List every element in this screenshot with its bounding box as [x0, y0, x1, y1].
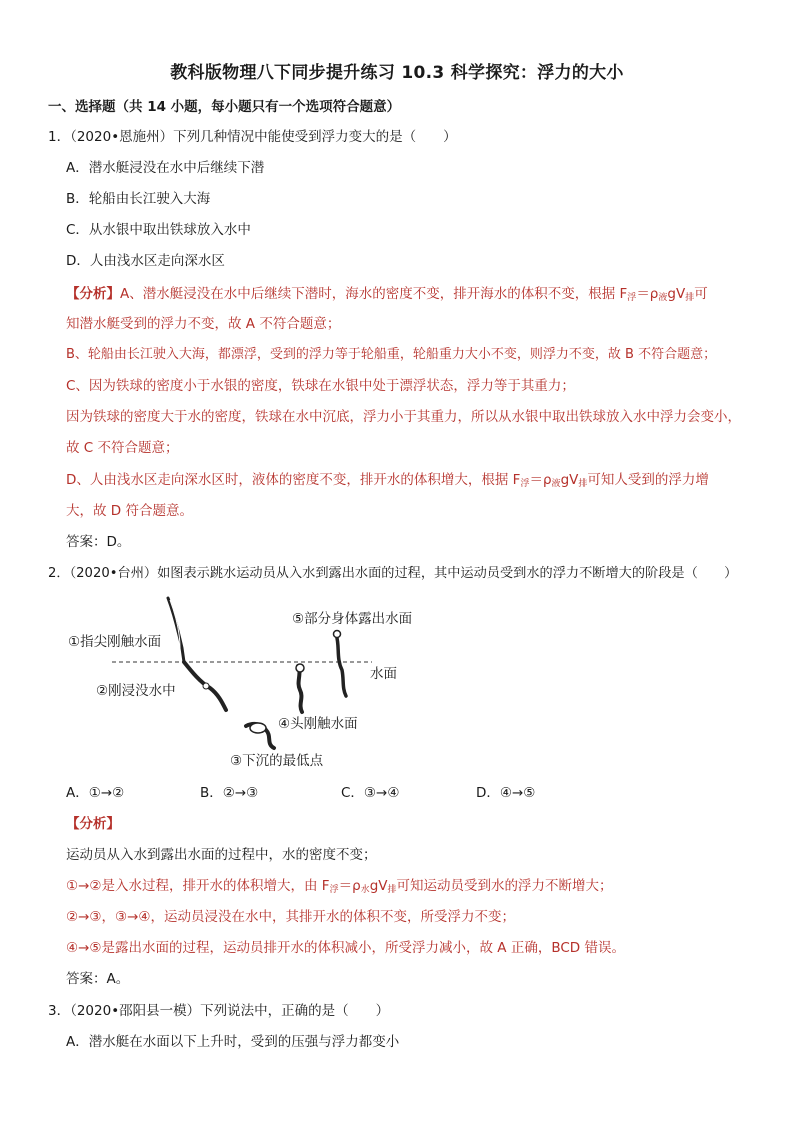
diver-figure	[60, 590, 420, 780]
q2-analysis-1: 运动员从入水到露出水面的过程中，水的密度不变；	[66, 847, 377, 863]
q1-stem: 1．（2020•恩施州）下列几种情况中能使受到浮力变大的是（ ）	[48, 129, 457, 145]
q2-analysis-2: ①→②是入水过程，排开水的体积增大，由 F浮＝ρ水gV排可知运动员受到水的浮力不断增大；	[66, 878, 613, 895]
q2-option-c: C．③→④	[341, 785, 400, 801]
q1-analysis-c3: 故 C 不符合题意；	[66, 440, 179, 456]
q2-analysis-4: ④→⑤是露出水面的过程，运动员排开水的体积减小，所受浮力减小，故 A 正确，BCD 错误。	[66, 940, 625, 956]
q2-analysis-label: 【分析】	[66, 816, 120, 832]
q1-analysis-a: 【分析】A、潜水艇浸没在水中后继续下潜时，海水的密度不变，排开海水的体积不变，根据 F浮＝ρ液gV排可	[66, 286, 708, 303]
water-label: 水面	[370, 666, 397, 682]
diver-4	[298, 666, 302, 712]
q1-option-a: A．潜水艇浸没在水中后继续下潜	[66, 160, 265, 176]
q1-analysis-d: D、人由浅水区走向深水区时，液体的密度不变，排开水的体积增大，根据 F浮＝ρ液gV排可知人受到的浮力增	[66, 472, 709, 489]
figure-label-2: ②刚浸没水中	[96, 683, 176, 699]
q2-option-a: A．①→②	[66, 785, 125, 801]
q3-stem: 3．（2020•邵阳县一模）下列说法中，正确的是（ ）	[48, 1003, 390, 1019]
q2-answer: 答案：A。	[66, 971, 130, 987]
section-heading: 一、选择题（共 14 小题，每小题只有一个选项符合题意）	[48, 99, 401, 115]
analysis-label: 【分析】	[66, 286, 120, 302]
q2-option-b: B．②→③	[200, 785, 259, 801]
document-title: 教科版物理八下同步提升练习 10.3 科学探究：浮力的大小	[170, 63, 624, 83]
diver-1	[168, 598, 184, 662]
q1-option-b: B．轮船由长江驶入大海	[66, 191, 211, 207]
figure-label-5: ⑤部分身体露出水面	[292, 611, 413, 627]
figure-label-1: ①指尖刚触水面	[68, 634, 162, 650]
q3-option-a: A．潜水艇在水面以下上升时，受到的压强与浮力都变小	[66, 1034, 400, 1050]
q2-analysis-3: ②→③，③→④，运动员浸没在水中，其排开水的体积不变，所受浮力不变；	[66, 909, 516, 925]
q1-option-c: C．从水银中取出铁球放入水中	[66, 222, 251, 238]
q1-analysis-c1: C、因为铁球的密度小于水银的密度，铁球在水银中处于漂浮状态，浮力等于其重力；	[66, 378, 575, 394]
diver-5	[336, 634, 346, 696]
q2-stem: 2．（2020•台州）如图表示跳水运动员从入水到露出水面的过程，其中运动员受到水的浮力不断增大的阶段是（ ）	[48, 566, 738, 581]
q1-answer: 答案：D。	[66, 534, 131, 550]
q1-analysis-d-cont: 大，故 D 符合题意。	[66, 503, 193, 519]
q1-analysis-a-cont: 知潜水艇受到的浮力不变，故 A 不符合题意；	[66, 316, 341, 332]
q1-analysis-b: B、轮船由长江驶入大海，都漂浮，受到的浮力等于轮船重，轮船重力大小不变，则浮力不变，故 B 不符合题意；	[66, 347, 717, 362]
figure-label-4: ④头刚触水面	[278, 716, 358, 732]
figure-label-3: ③下沉的最低点	[230, 753, 324, 769]
q2-option-d: D．④→⑤	[476, 785, 536, 801]
q1-option-d: D．人由浅水区走向深水区	[66, 253, 225, 269]
q1-analysis-c2: 因为铁球的密度大于水的密度，铁球在水中沉底，浮力小于其重力，所以从水银中取出铁球放入水中浮力会变小，	[66, 409, 741, 425]
